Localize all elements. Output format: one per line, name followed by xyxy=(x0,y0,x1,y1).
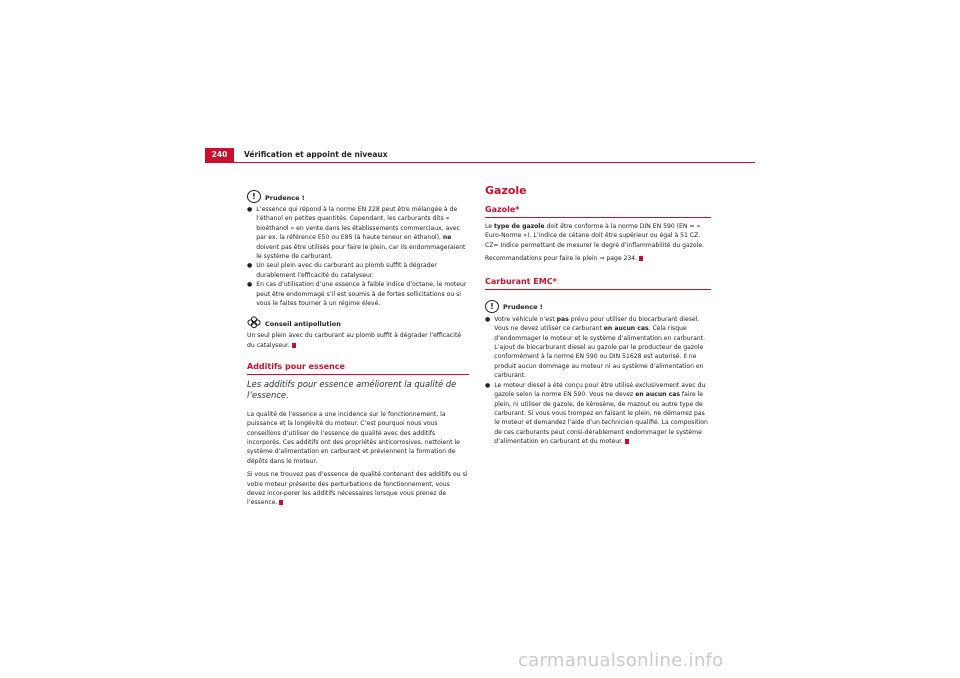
page-header-title: Vérification et appoint de niveaux xyxy=(244,150,388,159)
end-mark-icon xyxy=(639,256,643,261)
paragraph: Si vous ne trouvez pas d’essence de qualité contenant des additifs ou si votre moteur présente des perturbations de fonctionnement, vous devez incor-porer les additifs nécessaires lorsque vous prenez de l’essence. xyxy=(247,471,468,507)
caution-bullet xyxy=(247,261,469,280)
warning-icon: ! xyxy=(247,190,261,203)
section-heading-gazole: Gazole* xyxy=(485,205,711,217)
caution-bullet xyxy=(247,205,469,261)
right-column xyxy=(485,186,711,447)
section-subtitle: Les additifs pour essence améliorent la qualité de l’essence. xyxy=(247,378,457,400)
caution-bullet xyxy=(485,381,711,447)
bullet-icon: ● xyxy=(247,206,253,213)
caution-bullet xyxy=(485,315,711,381)
caution-header xyxy=(247,190,469,203)
section-heading-emc: Carburant EMC* xyxy=(485,277,711,289)
bullet-icon: ● xyxy=(485,315,491,323)
paragraph: Le type de gazole doit être conforme à la norme DIN EN 590 (EN = « Euro-Norme »). L’indice de cétane doit être supérieur ou égal à 51 CZ. CZ= Indice permettant de mesurer le degré d’inflammabilité du gazole. xyxy=(485,222,705,249)
paragraph: La qualité de l’essence a une incidence sur le fonctionnement, la puissance et la longévité du moteur. C’est pourquoi nous vous conseillons d’utiliser de l’essence de qualité avec des additifs incorporés. Ces additifs ont des propriétés anticorrosives, nettoient le système d’alimentation en carburant et préviennent la formation de dépôts dans le moteur. xyxy=(247,410,460,465)
bullet-text: L’essence qui répond à la norme EN 228 peut être mélangée à de l’éthanol en petites quantités. Cependant, les carburants dits « bioéthanol » en vente dans les établissements commerciaux, avec par ex. la référence E50 ou E85 (à haute teneur en éthanol), ne doivent pas être utilisés pour faire le plein, car ils endommageraient le système de carburant. xyxy=(256,206,466,261)
environment-note-text: Un seul plein avec du carburant au plomb suffit à dégrader l’efficacité du catalyseur. xyxy=(247,332,462,349)
end-mark-icon xyxy=(625,439,629,444)
flower-icon xyxy=(247,316,261,329)
chapter-title: Gazole xyxy=(485,184,527,197)
bullet-text: Un seul plein avec du carburant au plomb suffit à dégrader durablement l’efficacité du catalyseur. xyxy=(256,262,437,279)
left-column xyxy=(247,190,469,512)
bullet-text: Le moteur diesel a été conçu pour être utilisé exclusivement avec du gazole selon la norme EN 590. Vous ne devez en aucun cas faire le plein, ni utiliser de gazole, de kérosène, de mazout ou autre type de carburant. Si vous vous trompez en faisant le plein, ne démarrez pas le moteur et demandez l’aide d’un technicien qualifié. La composition de ces carburants peut consi-dérablement endommager le système d’alimentation en carburant et du moteur. xyxy=(494,381,708,446)
header-divider xyxy=(205,162,755,163)
bullet-text: En cas d’utilisation d’une essence à faible indice d’octane, le moteur peut être endommagé s’il est soumis à de fortes sollicitations ou si vous le faites tourner à un régime élevé. xyxy=(256,281,467,308)
caution-title: Prudence ! xyxy=(265,193,305,202)
page-number: 240 xyxy=(205,148,234,162)
bullet-icon: ● xyxy=(485,381,491,389)
environment-note-title: Conseil antipollution xyxy=(265,320,341,329)
bullet-icon: ● xyxy=(247,281,253,289)
bullet-icon: ● xyxy=(247,262,253,270)
caution-header xyxy=(485,300,711,313)
end-mark-icon xyxy=(292,343,296,348)
caution-bullet xyxy=(247,280,469,308)
caution-title: Prudence ! xyxy=(503,303,543,312)
bullet-text: Votre véhicule n’est pas prévu pour utiliser du biocarburant diesel. Vous ne devez utiliser ce carburant en aucun cas. Cela risque d’endommager le moteur et le système d’alimentation en carburant. L’ajout de biocarburant diesel au gazole par le producteur de gazole conformément à la norme EN 590 ou DIN 51628 est autorisé. Il ne produit aucun dommage au moteur ni au système d’alimentation en carburant. xyxy=(494,315,706,380)
warning-icon: ! xyxy=(485,300,499,313)
section-heading-additifs: Additifs pour essence xyxy=(247,362,469,374)
watermark: carmanualsonline.info xyxy=(518,650,724,671)
end-mark-icon xyxy=(279,500,283,505)
environment-note-header xyxy=(247,316,469,329)
paragraph: Recommandations pour faire le plein ⇒ page 234. xyxy=(485,254,711,263)
